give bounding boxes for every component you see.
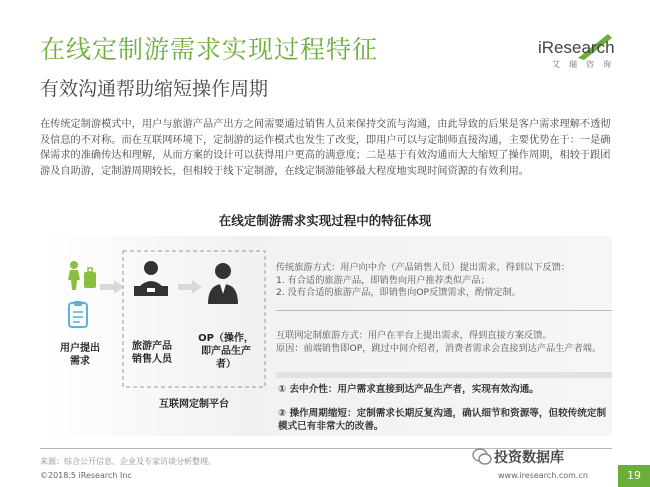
feature-shorter-cycle: ② 操作周期缩短：定制需求长期反复沟通，确认细节和资源等，但较传统定制模式已有非常大的改善。: [278, 408, 607, 432]
operator-icon: [206, 260, 240, 304]
arrow-right-icon: [178, 280, 202, 294]
clipboard-icon: [68, 300, 88, 328]
logo-tagline: 艾瑞咨询: [552, 60, 620, 69]
node-user-label: 用户提出 需求: [60, 343, 100, 367]
watermark-text: 投资数据库: [494, 450, 564, 466]
feature-disintermediation: ① 去中介性：用户需求直接到达产品生产者，实现有效沟通。: [278, 384, 539, 395]
source-note: 来源：综合公开信息、企业及专家访谈分析整理。: [40, 457, 216, 466]
salesperson-icon: [132, 258, 170, 300]
website: www.iresearch.com.cn: [498, 471, 588, 480]
logo-wordmark: iResearch: [538, 38, 615, 57]
wechat-icon: [472, 448, 492, 466]
divider: [276, 310, 612, 311]
online-mode-text: 互联网定制旅游方式：用户在平台上提出需求，得到直接方案反馈。 原因：前端销售即OP，跳过中间介绍者，消费者需求会直接到达产品生产者端。: [276, 330, 602, 354]
page-subtitle: 有效沟通帮助缩短操作周期: [40, 78, 269, 100]
separator-bar: [276, 372, 612, 378]
traveler-icon: [60, 260, 102, 290]
diagram-title: 在线定制游需求实现过程中的特征体现: [218, 213, 432, 228]
node-op-label: OP（操作， 即产品生产 者）: [198, 333, 254, 370]
page-title: 在线定制游需求实现过程特征: [40, 35, 379, 64]
page-number: 19: [618, 465, 650, 487]
traditional-mode-text: 传统旅游方式：用户向中介（产品销售人员）提出需求，得到以下反馈： 1. 有合适的旅游产品，即销售向用户推荐类似产品； 2. 没有合适的旅游产品，即销售向OP反馈需求，酌情定制。: [276, 262, 570, 298]
intro-paragraph: 在传统定制游模式中，用户与旅游产品产出方之间需要通过销售人员来保持交流与沟通，由此导致的后果是客户需求理解不透彻及信息的不对称。而在互联网环境下，定制游的运作模式也发生了改变，即用户可以与定制师直接沟通，主要优势在于：一是确保需求的准确传达和理解，从而方案的设计可以获得用户更高的满意度；二是基于有效沟通而大大缩短了操作周期，相较于跟团游及自助游，定制游周期较长，但相较于线下定制游，在线定制游能够最大程度地实现时间资源的有效利用。: [40, 119, 611, 177]
platform-label: 互联网定制平台: [159, 399, 229, 410]
arrow-right-icon: [100, 280, 124, 294]
copyright: ©2018.5 iResearch Inc: [40, 471, 132, 480]
node-sales-label: 旅游产品 销售人员: [132, 341, 172, 365]
